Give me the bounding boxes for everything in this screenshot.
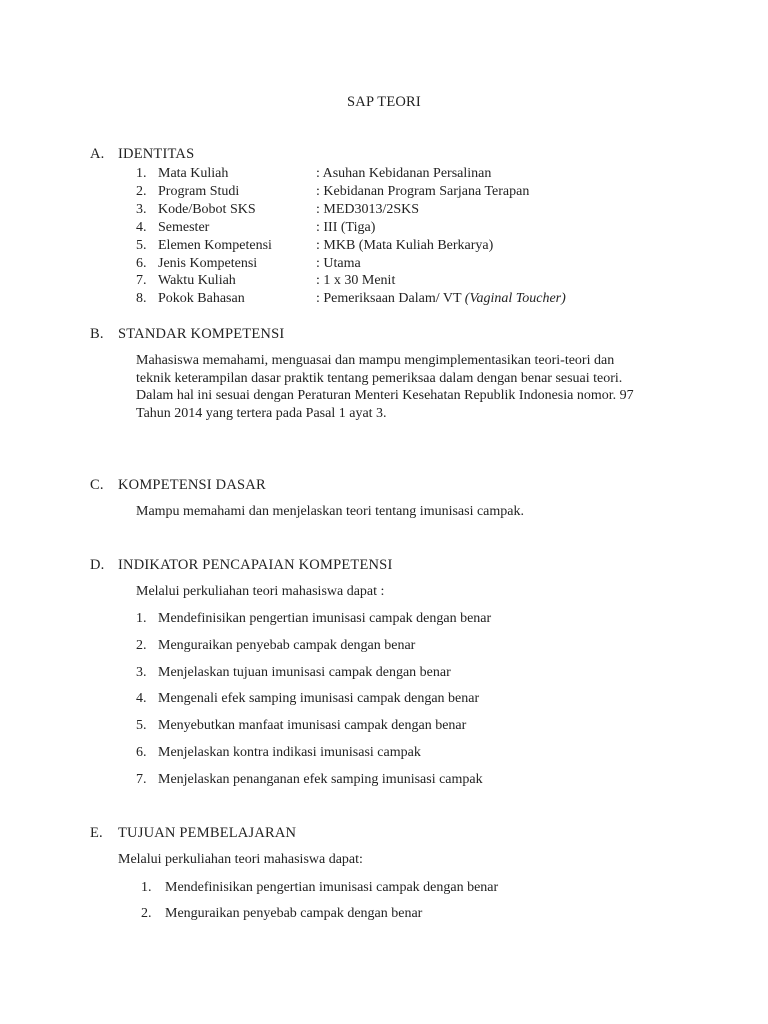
list-number: 4. (136, 691, 147, 706)
identity-row (136, 237, 494, 255)
list-number: 1. (141, 880, 152, 895)
row-value: : Pemeriksaan Dalam/ VT (316, 291, 465, 306)
row-number: 7. (136, 273, 147, 288)
list-item (136, 772, 483, 788)
section-title: TUJUAN PEMBELAJARAN (118, 825, 297, 841)
list-number: 1. (136, 611, 147, 626)
list-item (136, 718, 466, 734)
row-number: 8. (136, 291, 147, 306)
list-number: 7. (136, 772, 147, 787)
section-title: INDIKATOR PENCAPAIAN KOMPETENSI (118, 557, 393, 573)
row-number: 5. (136, 238, 147, 253)
paragraph-line: Dalam hal ini sesuai dengan Peraturan Menteri Kesehatan Republik Indonesia nomor. 97 (136, 388, 634, 403)
row-label: Kode/Bobot SKS (158, 202, 256, 217)
list-text: Mendefinisikan pengertian imunisasi campak dengan benar (165, 880, 499, 895)
list-text: Menguraikan penyebab campak dengan benar (158, 638, 416, 653)
row-number: 1. (136, 166, 147, 181)
section-e-heading (90, 825, 296, 842)
row-value: : MED3013/2SKS (316, 202, 420, 217)
row-label: Elemen Kompetensi (158, 238, 272, 253)
list-item (136, 611, 491, 627)
identity-row (136, 183, 530, 201)
section-title: KOMPETENSI DASAR (118, 477, 266, 493)
row-number: 2. (136, 184, 147, 199)
row-value: : III (Tiga) (316, 220, 376, 235)
paragraph-line: teknik keterampilan dasar praktik tentang pemeriksaa dalam dengan benar sesuai teori. (136, 370, 623, 386)
section-b-heading (90, 326, 284, 343)
identity-row (136, 272, 396, 290)
list-item (136, 691, 479, 707)
list-text: Mendefinisikan pengertian imunisasi campak dengan benar (158, 611, 492, 626)
row-label: Pokok Bahasan (158, 291, 245, 306)
document-title: SAP TEORI (347, 94, 421, 110)
identity-row (136, 201, 420, 219)
row-value: : Utama (316, 256, 361, 271)
list-text: Menguraikan penyebab campak dengan benar (165, 906, 423, 921)
list-text: Menjelaskan kontra indikasi imunisasi campak (158, 745, 421, 760)
row-value: : Kebidanan Program Sarjana Terapan (316, 184, 530, 199)
tujuan-intro: Melalui perkuliahan teori mahasiswa dapat: (118, 852, 363, 867)
identity-row (136, 290, 566, 308)
list-text: Menjelaskan penanganan efek samping imunisasi campak (158, 772, 483, 787)
list-item (136, 665, 451, 681)
list-number: 3. (136, 665, 147, 680)
paragraph-line: Mahasiswa memahami, menguasai dan mampu mengimplementasikan teori-teori dan (136, 353, 615, 368)
row-value-italic: (Vaginal Toucher) (464, 291, 566, 306)
list-item (136, 638, 415, 654)
list-text: Mengenali efek samping imunisasi campak dengan benar (158, 691, 480, 706)
row-value: : Asuhan Kebidanan Persalinan (316, 166, 492, 181)
list-number: 5. (136, 718, 147, 733)
list-item (136, 745, 421, 761)
section-letter: A. (90, 146, 105, 162)
list-number: 2. (136, 638, 147, 653)
row-value: : MKB (Mata Kuliah Berkarya) (316, 238, 494, 253)
paragraph-line: Tahun 2014 yang tertera pada Pasal 1 ayat 3. (136, 405, 387, 421)
section-title: STANDAR KOMPETENSI (118, 326, 285, 342)
list-text: Menjelaskan tujuan imunisasi campak dengan benar (158, 665, 451, 680)
row-label: Mata Kuliah (158, 166, 229, 181)
identity-row (136, 165, 492, 183)
identity-row (136, 255, 361, 273)
list-item (141, 880, 498, 896)
row-label: Program Studi (158, 184, 240, 199)
row-value-wrap (316, 290, 566, 308)
list-text: Menyebutkan manfaat imunisasi campak dengan benar (158, 718, 467, 733)
kompetensi-dasar-text: Mampu memahami dan menjelaskan teori tentang imunisasi campak. (136, 504, 525, 519)
list-item (141, 906, 422, 922)
row-number: 3. (136, 202, 147, 217)
section-letter: B. (90, 326, 104, 342)
section-a-heading (90, 146, 194, 163)
list-number: 2. (141, 906, 152, 921)
row-value: : 1 x 30 Menit (316, 273, 396, 288)
section-d-heading (90, 557, 392, 574)
section-letter: D. (90, 557, 105, 573)
section-c-heading (90, 477, 266, 494)
list-number: 6. (136, 745, 147, 760)
section-title: IDENTITAS (118, 146, 195, 162)
row-number: 6. (136, 256, 147, 271)
indikator-intro: Melalui perkuliahan teori mahasiswa dapat : (136, 584, 385, 599)
row-number: 4. (136, 220, 147, 235)
section-letter: E. (90, 825, 103, 841)
standar-kompetensi-paragraph (136, 352, 676, 422)
row-label: Waktu Kuliah (158, 273, 236, 288)
row-label: Semester (158, 220, 210, 235)
section-letter: C. (90, 477, 104, 493)
identity-row (136, 219, 376, 237)
row-label: Jenis Kompetensi (158, 256, 258, 271)
